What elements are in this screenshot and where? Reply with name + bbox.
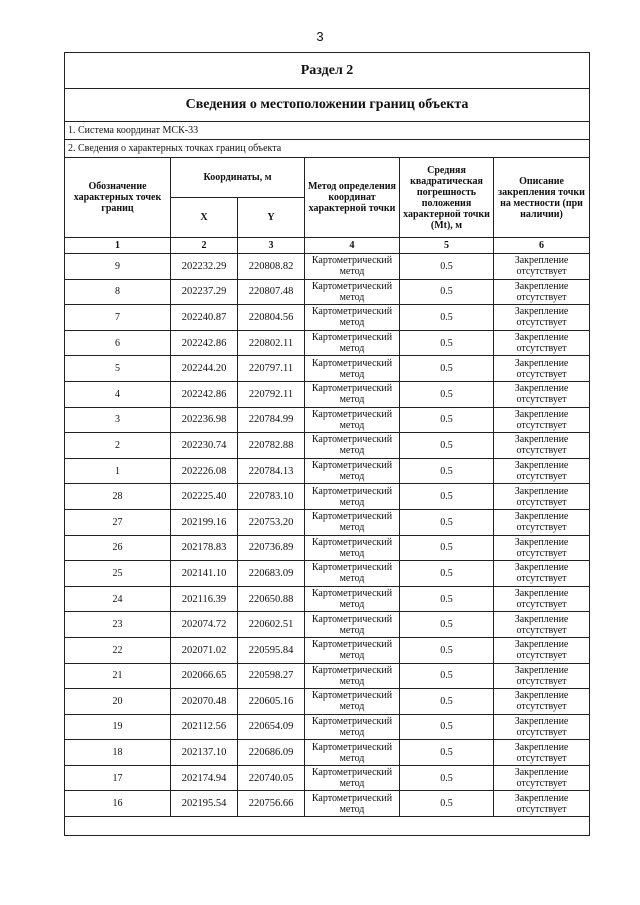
method-cell: Картометрический метод <box>305 254 400 280</box>
point-designation-cell: 5 <box>65 356 171 382</box>
accuracy-cell: 0.5 <box>400 254 494 280</box>
description-cell: Закрепление отсутствует <box>494 433 590 459</box>
header-point-designation: Обозначение характерных точек границ <box>65 158 171 238</box>
y-coordinate-cell: 220753.20 <box>238 509 305 535</box>
accuracy-cell: 0.5 <box>400 561 494 587</box>
description-cell: Закрепление отсутствует <box>494 305 590 331</box>
x-coordinate-cell: 202244.20 <box>171 356 238 382</box>
description-cell: Закрепление отсутствует <box>494 765 590 791</box>
method-cell: Картометрический метод <box>305 458 400 484</box>
point-designation-cell: 2 <box>65 433 171 459</box>
description-cell: Закрепление отсутствует <box>494 791 590 817</box>
table-row <box>65 458 590 484</box>
y-coordinate-cell: 220783.10 <box>238 484 305 510</box>
method-cell: Картометрический метод <box>305 433 400 459</box>
page-number: 3 <box>316 29 324 44</box>
points-info-line: 2. Сведения о характерных точках границ объекта <box>65 140 590 158</box>
accuracy-cell: 0.5 <box>400 535 494 561</box>
section-subtitle: Сведения о местоположении границ объекта <box>65 89 590 122</box>
y-coordinate-cell: 220782.88 <box>238 433 305 459</box>
accuracy-cell: 0.5 <box>400 330 494 356</box>
table-row <box>65 791 590 817</box>
x-coordinate-cell: 202071.02 <box>171 637 238 663</box>
accuracy-cell: 0.5 <box>400 305 494 331</box>
x-coordinate-cell: 202236.98 <box>171 407 238 433</box>
method-cell: Картометрический метод <box>305 586 400 612</box>
point-designation-cell: 27 <box>65 509 171 535</box>
y-coordinate-cell: 220784.13 <box>238 458 305 484</box>
x-coordinate-cell: 202226.08 <box>171 458 238 484</box>
method-cell: Картометрический метод <box>305 791 400 817</box>
table-row <box>65 509 590 535</box>
x-coordinate-cell: 202242.86 <box>171 381 238 407</box>
y-coordinate-cell: 220595.84 <box>238 637 305 663</box>
point-designation-cell: 26 <box>65 535 171 561</box>
header-coordinates: Координаты, м <box>171 158 305 198</box>
y-coordinate-cell: 220740.05 <box>238 765 305 791</box>
description-cell: Закрепление отсутствует <box>494 381 590 407</box>
section-sheet <box>64 52 589 836</box>
point-designation-cell: 1 <box>65 458 171 484</box>
method-cell: Картометрический метод <box>305 330 400 356</box>
y-coordinate-cell: 220804.56 <box>238 305 305 331</box>
x-coordinate-cell: 202242.86 <box>171 330 238 356</box>
table-row <box>65 484 590 510</box>
x-coordinate-cell: 202232.29 <box>171 254 238 280</box>
description-cell: Закрепление отсутствует <box>494 561 590 587</box>
accuracy-cell: 0.5 <box>400 509 494 535</box>
point-designation-cell: 6 <box>65 330 171 356</box>
x-coordinate-cell: 202195.54 <box>171 791 238 817</box>
header-y: Y <box>238 198 305 238</box>
table-row <box>65 356 590 382</box>
column-number: 5 <box>400 238 494 254</box>
x-coordinate-cell: 202141.10 <box>171 561 238 587</box>
description-cell: Закрепление отсутствует <box>494 535 590 561</box>
method-cell: Картометрический метод <box>305 509 400 535</box>
table-footer-row <box>65 817 590 836</box>
method-cell: Картометрический метод <box>305 637 400 663</box>
accuracy-cell: 0.5 <box>400 689 494 715</box>
x-coordinate-cell: 202174.94 <box>171 765 238 791</box>
column-number: 6 <box>494 238 590 254</box>
point-designation-cell: 25 <box>65 561 171 587</box>
x-coordinate-cell: 202178.83 <box>171 535 238 561</box>
column-number-row <box>65 238 590 254</box>
description-cell: Закрепление отсутствует <box>494 586 590 612</box>
accuracy-cell: 0.5 <box>400 381 494 407</box>
method-cell: Картометрический метод <box>305 484 400 510</box>
coordinate-system-line: 1. Система координат МСК-33 <box>65 122 590 140</box>
column-number: 3 <box>238 238 305 254</box>
y-coordinate-cell: 220807.48 <box>238 279 305 305</box>
y-coordinate-cell: 220686.09 <box>238 740 305 766</box>
y-coordinate-cell: 220792.11 <box>238 381 305 407</box>
point-designation-cell: 20 <box>65 689 171 715</box>
accuracy-cell: 0.5 <box>400 791 494 817</box>
y-coordinate-cell: 220802.11 <box>238 330 305 356</box>
description-cell: Закрепление отсутствует <box>494 509 590 535</box>
y-coordinate-cell: 220605.16 <box>238 689 305 715</box>
accuracy-cell: 0.5 <box>400 586 494 612</box>
method-cell: Картометрический метод <box>305 407 400 433</box>
column-number: 1 <box>65 238 171 254</box>
table-row <box>65 535 590 561</box>
point-designation-cell: 4 <box>65 381 171 407</box>
y-coordinate-cell: 220598.27 <box>238 663 305 689</box>
point-designation-cell: 23 <box>65 612 171 638</box>
accuracy-cell: 0.5 <box>400 714 494 740</box>
y-coordinate-cell: 220683.09 <box>238 561 305 587</box>
table-row <box>65 254 590 280</box>
accuracy-cell: 0.5 <box>400 612 494 638</box>
accuracy-cell: 0.5 <box>400 356 494 382</box>
method-cell: Картометрический метод <box>305 356 400 382</box>
table-row <box>65 561 590 587</box>
point-designation-cell: 7 <box>65 305 171 331</box>
table-row <box>65 689 590 715</box>
table-row <box>65 612 590 638</box>
accuracy-cell: 0.5 <box>400 433 494 459</box>
header-x: X <box>171 198 238 238</box>
column-number: 4 <box>305 238 400 254</box>
table-row <box>65 663 590 689</box>
point-designation-cell: 18 <box>65 740 171 766</box>
method-cell: Картометрический метод <box>305 663 400 689</box>
table-row <box>65 714 590 740</box>
header-description: Описание закрепления точки на местности (при наличии) <box>494 158 590 238</box>
x-coordinate-cell: 202199.16 <box>171 509 238 535</box>
x-coordinate-cell: 202240.87 <box>171 305 238 331</box>
method-cell: Картометрический метод <box>305 381 400 407</box>
point-designation-cell: 24 <box>65 586 171 612</box>
accuracy-cell: 0.5 <box>400 484 494 510</box>
x-coordinate-cell: 202070.48 <box>171 689 238 715</box>
table-row <box>65 765 590 791</box>
description-cell: Закрепление отсутствует <box>494 714 590 740</box>
header-accuracy: Средняя квадратическая погрешность положения характерной точки (Mt), м <box>400 158 494 238</box>
empty-footer-cell <box>65 817 590 836</box>
y-coordinate-cell: 220602.51 <box>238 612 305 638</box>
method-cell: Картометрический метод <box>305 305 400 331</box>
method-cell: Картометрический метод <box>305 535 400 561</box>
accuracy-cell: 0.5 <box>400 279 494 305</box>
point-designation-cell: 8 <box>65 279 171 305</box>
point-designation-cell: 3 <box>65 407 171 433</box>
y-coordinate-cell: 220797.11 <box>238 356 305 382</box>
method-cell: Картометрический метод <box>305 740 400 766</box>
column-number: 2 <box>171 238 238 254</box>
accuracy-cell: 0.5 <box>400 458 494 484</box>
point-designation-cell: 9 <box>65 254 171 280</box>
x-coordinate-cell: 202225.40 <box>171 484 238 510</box>
y-coordinate-cell: 220650.88 <box>238 586 305 612</box>
table-row <box>65 586 590 612</box>
description-cell: Закрепление отсутствует <box>494 689 590 715</box>
point-designation-cell: 16 <box>65 791 171 817</box>
y-coordinate-cell: 220654.09 <box>238 714 305 740</box>
table-row <box>65 740 590 766</box>
y-coordinate-cell: 220736.89 <box>238 535 305 561</box>
point-designation-cell: 19 <box>65 714 171 740</box>
method-cell: Картометрический метод <box>305 689 400 715</box>
method-cell: Картометрический метод <box>305 714 400 740</box>
table-row <box>65 305 590 331</box>
x-coordinate-cell: 202137.10 <box>171 740 238 766</box>
y-coordinate-cell: 220756.66 <box>238 791 305 817</box>
y-coordinate-cell: 220784.99 <box>238 407 305 433</box>
table-row <box>65 381 590 407</box>
x-coordinate-cell: 202116.39 <box>171 586 238 612</box>
accuracy-cell: 0.5 <box>400 407 494 433</box>
section-title: Раздел 2 <box>65 53 590 89</box>
accuracy-cell: 0.5 <box>400 765 494 791</box>
point-designation-cell: 28 <box>65 484 171 510</box>
points-table <box>64 52 590 836</box>
table-row <box>65 433 590 459</box>
x-coordinate-cell: 202066.65 <box>171 663 238 689</box>
description-cell: Закрепление отсутствует <box>494 612 590 638</box>
accuracy-cell: 0.5 <box>400 740 494 766</box>
description-cell: Закрепление отсутствует <box>494 407 590 433</box>
description-cell: Закрепление отсутствует <box>494 458 590 484</box>
method-cell: Картометрический метод <box>305 765 400 791</box>
method-cell: Картометрический метод <box>305 279 400 305</box>
description-cell: Закрепление отсутствует <box>494 279 590 305</box>
method-cell: Картометрический метод <box>305 612 400 638</box>
table-row <box>65 637 590 663</box>
description-cell: Закрепление отсутствует <box>494 637 590 663</box>
description-cell: Закрепление отсутствует <box>494 330 590 356</box>
accuracy-cell: 0.5 <box>400 663 494 689</box>
point-designation-cell: 21 <box>65 663 171 689</box>
x-coordinate-cell: 202237.29 <box>171 279 238 305</box>
x-coordinate-cell: 202074.72 <box>171 612 238 638</box>
description-cell: Закрепление отсутствует <box>494 484 590 510</box>
x-coordinate-cell: 202230.74 <box>171 433 238 459</box>
table-row <box>65 279 590 305</box>
y-coordinate-cell: 220808.82 <box>238 254 305 280</box>
x-coordinate-cell: 202112.56 <box>171 714 238 740</box>
method-cell: Картометрический метод <box>305 561 400 587</box>
point-designation-cell: 17 <box>65 765 171 791</box>
description-cell: Закрепление отсутствует <box>494 254 590 280</box>
accuracy-cell: 0.5 <box>400 637 494 663</box>
description-cell: Закрепление отсутствует <box>494 663 590 689</box>
table-row <box>65 407 590 433</box>
description-cell: Закрепление отсутствует <box>494 356 590 382</box>
header-method: Метод определения координат характерной точки <box>305 158 400 238</box>
description-cell: Закрепление отсутствует <box>494 740 590 766</box>
table-row <box>65 330 590 356</box>
point-designation-cell: 22 <box>65 637 171 663</box>
